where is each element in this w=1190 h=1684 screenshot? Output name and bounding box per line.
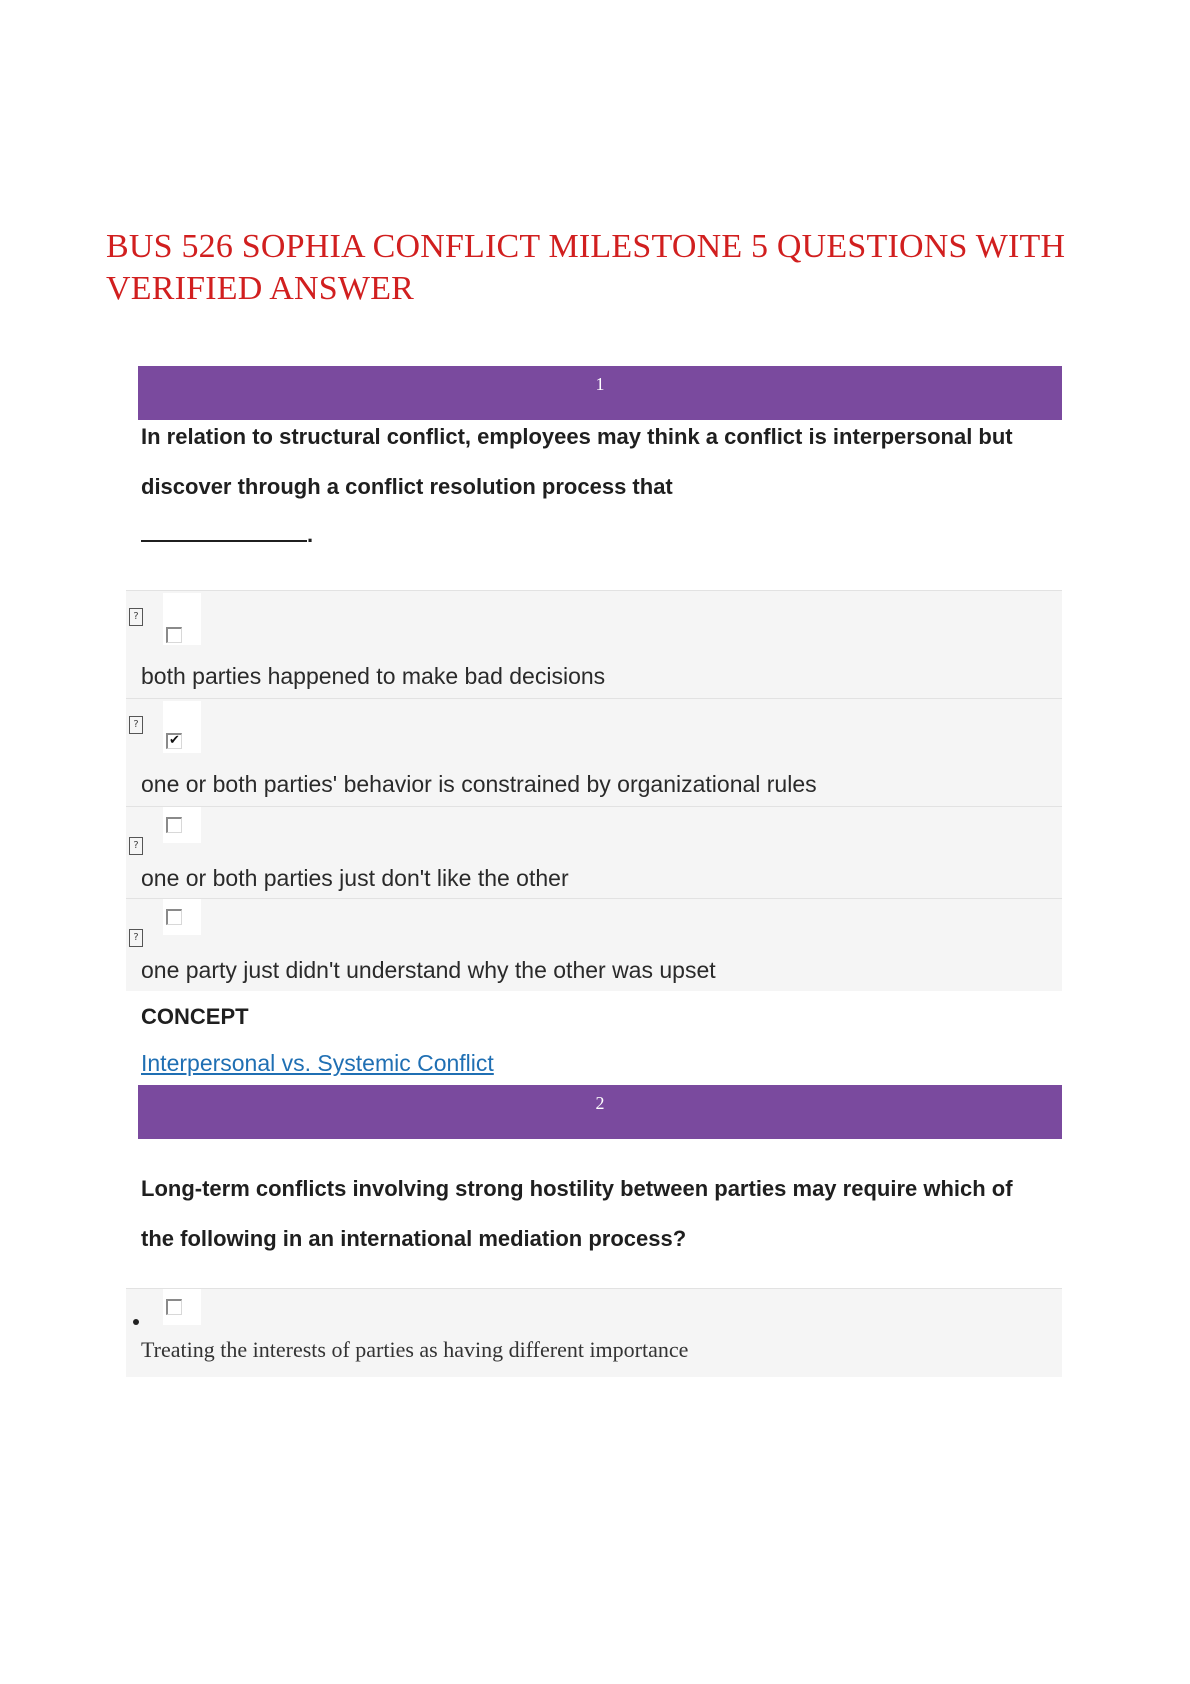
missing-glyph-icon: ? (129, 929, 143, 947)
question-1-option-4[interactable] (126, 898, 1062, 991)
checkbox-container (163, 1289, 201, 1325)
checkmark-icon: ✔ (169, 733, 180, 748)
question-2-number: 2 (595, 1093, 605, 1113)
question-1-text-line-2: discover through a conflict resolution process that (141, 474, 673, 499)
checkbox-container (163, 593, 201, 645)
question-2-text-line-1: Long-term conflicts involving strong hostility between parties may require which of (141, 1176, 1013, 1201)
checkbox-container (163, 899, 201, 935)
option-4-checkbox[interactable] (166, 909, 182, 925)
option-1-checkbox[interactable] (166, 627, 182, 643)
missing-glyph-icon: ? (129, 608, 143, 626)
concept-heading: CONCEPT (141, 1004, 249, 1029)
question-1-option-1[interactable] (126, 590, 1062, 699)
option-2-label: one or both parties' behavior is constrained by organizational rules (141, 771, 817, 797)
checkbox-container (163, 807, 201, 843)
question-1-blank-suffix: . (307, 522, 314, 547)
bullet-icon (133, 1319, 139, 1325)
option-1-checkbox[interactable] (166, 1299, 182, 1315)
option-1-label: both parties happened to make bad decisions (141, 663, 606, 689)
option-3-checkbox[interactable] (166, 817, 182, 833)
answer-blank-line (141, 522, 307, 542)
question-2-option-1[interactable] (126, 1288, 1062, 1377)
option-1-label: Treating the interests of parties as having different importance (141, 1337, 689, 1362)
option-2-checkbox[interactable] (166, 733, 182, 749)
concept-link[interactable]: Interpersonal vs. Systemic Conflict (141, 1050, 494, 1076)
missing-glyph-icon: ? (129, 837, 143, 855)
question-1-option-2[interactable] (126, 698, 1062, 807)
document-title: BUS 526 SOPHIA CONFLICT MILESTONE 5 QUESTIONS WITH VERIFIED ANSWER (106, 228, 1066, 307)
question-1-blank (141, 522, 313, 548)
question-1-option-3[interactable] (126, 806, 1062, 899)
question-1-number: 1 (595, 374, 605, 394)
checkbox-container (163, 701, 201, 753)
question-2-header-bar (138, 1085, 1062, 1139)
option-3-label: one or both parties just don't like the other (141, 865, 569, 891)
question-1-text-line-1: In relation to structural conflict, employees may think a conflict is interpersonal but (141, 424, 1013, 449)
missing-glyph-icon: ? (129, 716, 143, 734)
option-4-label: one party just didn't understand why the other was upset (141, 957, 716, 983)
question-2-text-line-2: the following in an international mediation process? (141, 1226, 687, 1251)
